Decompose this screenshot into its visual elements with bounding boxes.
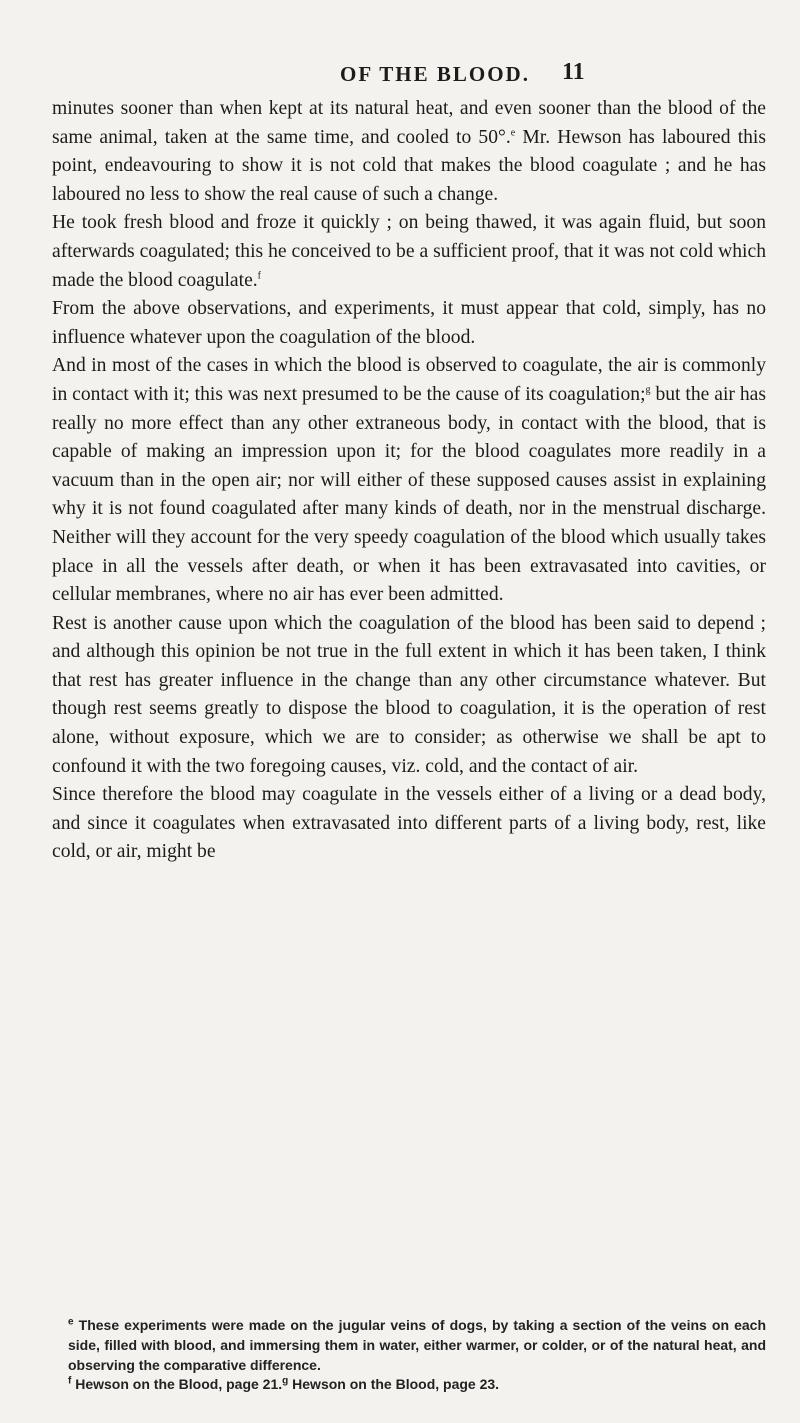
footnote-text: Hewson on the Blood, page 23. [288,1376,500,1393]
footnote-f [68,1376,282,1392]
paragraph [52,209,766,295]
paragraph-text: From the above observations, and experiments, it must appear that cold, simply, has no influence whatever upon the coagulation of the blood. [52,298,766,348]
paragraph-text: Mr. Hewson has laboured this point, endeavouring to show it is not cold that makes the blood coagulate ; and he has laboured no less to show the real cause of such a change. [52,126,767,205]
footnotes [52,1316,766,1395]
footnote-reference: f [257,270,262,282]
paragraph-text: but the air has really no more effect than any other extraneous body, in contact with the blood, that is capable of making an impression upon it; for the blood coagulates more readily in a vacuum than in the open air; nor will either of these supposed causes assist in explaining why it is not found coagulated after many kinds of death, nor in the menstrual discharge. Neither will they account for the very speedy coagulation of the blood which usually takes place in all the vessels after death, or when it has been extravasated into cavities, or cellular membranes, where no air has ever been admitted. [52,383,766,606]
running-title: OF THE BLOOD. [340,62,530,86]
footnote-mark: f [68,1375,72,1387]
body-text [52,95,766,867]
footnote-mark: e [68,1316,74,1328]
footnote-g [282,1376,499,1392]
footnote-reference: e [510,127,516,139]
footnote-reference: g [645,384,651,396]
paragraph [52,95,766,209]
paragraph [52,781,766,867]
paragraph [52,295,766,352]
paragraph-text: Rest is another cause upon which the coagulation of the blood has been said to depend ; and although this opinion be not true in the full extent in which it has been taken, I think that rest has greater influence in the change than any other circumstance whatever. But though rest seems greatly to dispose the blood to coagulation, it is the operation of rest alone, without exposure, which we are to consider; as otherwise we shall be apt to confound it with the two foregoing causes, viz. cold, and the contact of air. [52,612,766,777]
paragraph-text: minutes sooner than when kept at its natural heat, and even sooner than the blood of the same animal, taken at the same time, and cooled to 50°. [52,98,766,148]
footnote-mark: g [282,1375,289,1387]
paragraph [52,610,766,782]
footnote-text: These experiments were made on the jugular veins of dogs, by taking a section of the veins on each side, filled with blood, and immersing them in water, either warmer, or colder, or of the natural heat, and observing the comparative difference. [68,1317,766,1373]
footnote-e [52,1316,766,1375]
running-head [340,59,800,92]
paragraph-text: And in most of the cases in which the blood is observed to coagulate, the air is commonly in contact with it; this was next presumed to be the cause of its coagulation; [52,355,766,405]
paragraph [52,352,766,609]
page-number: 11 [562,59,585,85]
footnote-text: Hewson on the Blood, page 21. [71,1376,283,1393]
paragraph-text: Since therefore the blood may coagulate in the vessels either of a living or a dead body, and since it coagulates when extravasated into different parts of a living body, rest, like cold, or air, might be [52,784,766,863]
paragraph-text: He took fresh blood and froze it quickly ; on being thawed, it was again fluid, but soon afterwards coagulated; this he conceived to be a sufficient proof, that it was not cold which made the blood coagulate. [52,212,766,291]
footnote-line [52,1375,766,1395]
